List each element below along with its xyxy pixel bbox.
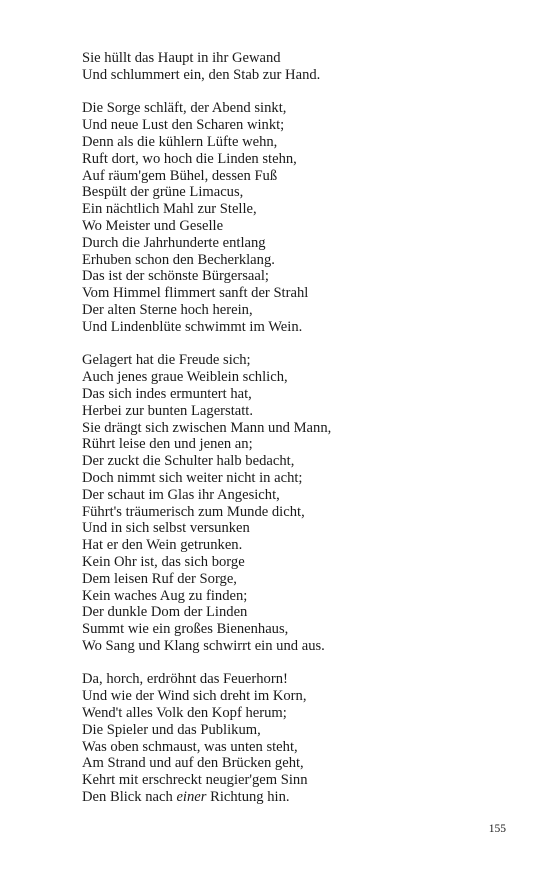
poem-line: Ruft dort, wo hoch die Linden stehn, [82, 150, 297, 167]
poem-line: Hat er den Wein getrunken. [82, 537, 243, 554]
poem-line: Der alten Sterne hoch herein, [82, 301, 253, 318]
poem-line: Da, horch, erdröhnt das Feuerhorn! [82, 671, 288, 688]
stanza-2 [82, 100, 522, 335]
poem-text [82, 50, 522, 823]
poem-line: Und wie der Wind sich dreht im Korn, [82, 688, 307, 705]
poem-line: Das sich indes ermuntert hat, [82, 385, 252, 402]
poem-line: Die Sorge schläft, der Abend sinkt, [82, 100, 287, 117]
line-text-after: Richtung hin. [206, 789, 290, 806]
poem-line: Auf räum'gem Bühel, dessen Fuß [82, 167, 278, 184]
poem-line: Kein waches Aug zu finden; [82, 587, 248, 604]
poem-line: Sie drängt sich zwischen Mann und Mann, [82, 419, 332, 436]
poem-line: Ein nächtlich Mahl zur Stelle, [82, 201, 257, 218]
poem-line: Auch jenes graue Weiblein schlich, [82, 369, 288, 386]
poem-line-final [82, 789, 522, 806]
poem-line: Das ist der schönste Bürgersaal; [82, 268, 269, 285]
poem-line: Wo Meister und Geselle [82, 217, 224, 234]
stanza-4 [82, 671, 522, 805]
poem-line: Und in sich selbst versunken [82, 520, 250, 537]
poem-line: Der dunkle Dom der Linden [82, 604, 248, 621]
poem-line: Und schlummert ein, den Stab zur Hand. [82, 66, 321, 83]
poem-line: Und neue Lust den Scharen winkt; [82, 117, 285, 134]
poem-line: Dem leisen Ruf der Sorge, [82, 570, 237, 587]
poem-line: Der schaut im Glas ihr Angesicht, [82, 486, 280, 503]
poem-line: Bespült der grüne Limacus, [82, 184, 244, 201]
poem-line: Denn als die kühlern Lüfte wehn, [82, 133, 278, 150]
poem-line: Wend't alles Volk den Kopf herum; [82, 705, 287, 722]
poem-line: Gelagert hat die Freude sich; [82, 352, 251, 369]
poem-line: Kein Ohr ist, das sich borge [82, 553, 245, 570]
emphasized-word: einer [176, 789, 207, 806]
poem-line: Die Spieler und das Publikum, [82, 721, 261, 738]
poem-line: Summt wie ein großes Bienenhaus, [82, 621, 289, 638]
poem-line: Herbei zur bunten Lagerstatt. [82, 402, 253, 419]
poem-line: Führt's träumerisch zum Munde dicht, [82, 503, 305, 520]
poem-line: Und Lindenblüte schwimmt im Wein. [82, 318, 303, 335]
line-text-before: Den Blick nach [82, 789, 177, 806]
poem-line: Was oben schmaust, was unten steht, [82, 738, 298, 755]
poem-line: Kehrt mit erschreckt neugier'gem Sinn [82, 772, 308, 789]
poem-line: Durch die Jahrhunderte entlang [82, 234, 266, 251]
poem-line: Rührt leise den und jenen an; [82, 436, 253, 453]
stanza-1 [82, 50, 522, 84]
poem-line: Vom Himmel flimmert sanft der Strahl [82, 285, 309, 302]
stanza-3 [82, 352, 522, 654]
poem-line: Wo Sang und Klang schwirrt ein und aus. [82, 637, 325, 654]
poem-line: Doch nimmt sich weiter nicht in acht; [82, 469, 303, 486]
poem-line: Der zuckt die Schulter halb bedacht, [82, 453, 295, 470]
poem-line: Am Strand und auf den Brücken geht, [82, 755, 304, 772]
poem-line: Sie hüllt das Haupt in ihr Gewand [82, 50, 281, 66]
poem-line: Erhuben schon den Becherklang. [82, 251, 275, 268]
page-number: 155 [488, 823, 506, 835]
